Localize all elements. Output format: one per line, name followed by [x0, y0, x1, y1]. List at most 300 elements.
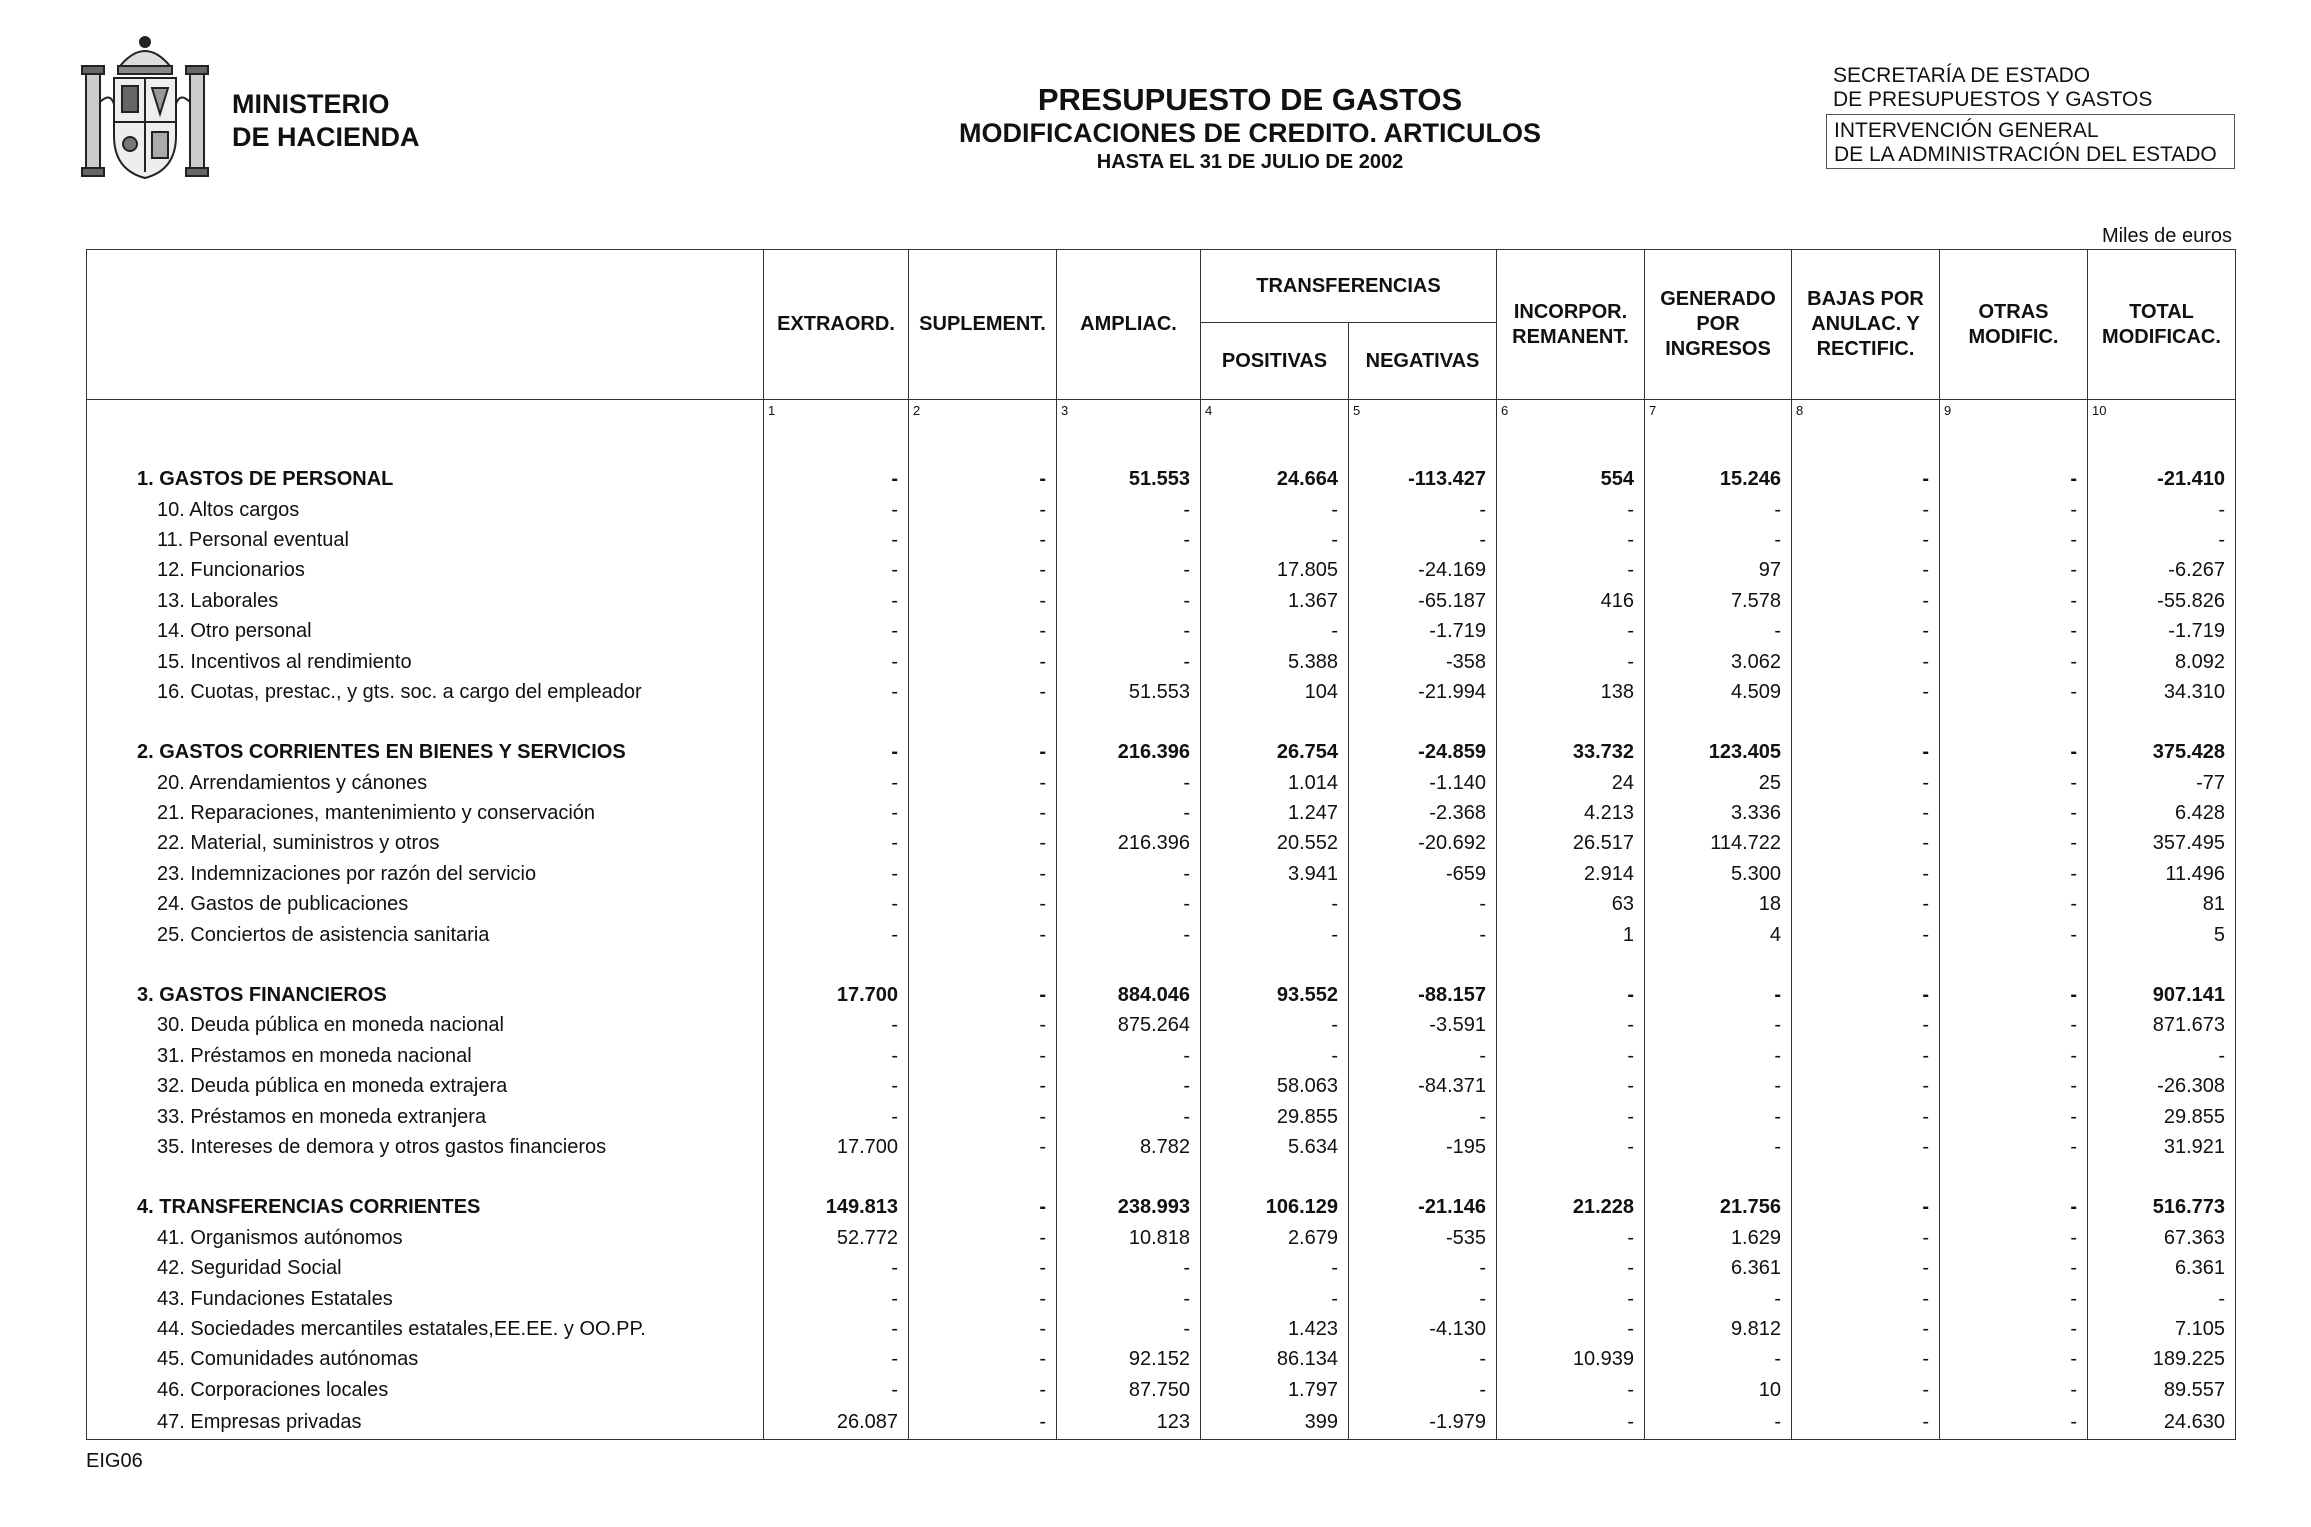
item-value: -: [1645, 1041, 1792, 1071]
item-value: -: [1349, 919, 1497, 949]
item-value: -: [1057, 889, 1201, 919]
item-value: -21.994: [1349, 677, 1497, 707]
header-incorpor: INCORPOR. REMANENT.: [1497, 250, 1645, 400]
spacer-cell: [1645, 1162, 1792, 1192]
item-value: 87.750: [1057, 1375, 1201, 1405]
units-label: Miles de euros: [2101, 225, 2232, 247]
report-date: HASTA EL 31 DE JULIO DE 2002: [1096, 151, 1404, 173]
group-value: 216.396: [1057, 737, 1201, 767]
item-value: 8.782: [1057, 1132, 1201, 1162]
item-value: -: [1940, 1071, 2088, 1101]
group-row: [87, 1192, 2236, 1222]
column-number: 10: [2088, 400, 2236, 435]
item-value: -: [1497, 1283, 1645, 1313]
item-value: -: [1792, 768, 1940, 798]
group-value: 33.732: [1497, 737, 1645, 767]
spacer-row: [87, 950, 2236, 980]
item-value: -: [1792, 1041, 1940, 1071]
spacer-cell: [1057, 950, 1201, 980]
group-value: -: [909, 980, 1057, 1010]
group-value: -: [1497, 980, 1645, 1010]
item-value: -: [1057, 525, 1201, 555]
item-value: -: [1940, 525, 2088, 555]
item-value: -: [1792, 828, 1940, 858]
item-value: -: [1940, 1132, 2088, 1162]
item-row: [87, 1071, 2236, 1101]
item-value: 31.921: [2088, 1132, 2236, 1162]
header-extraord: EXTRAORD.: [764, 250, 909, 400]
item-value: -: [1792, 1223, 1940, 1253]
item-value: -: [1940, 919, 2088, 949]
item-value: 18: [1645, 889, 1792, 919]
item-value: -: [1349, 1283, 1497, 1313]
item-value: 24: [1497, 768, 1645, 798]
item-value: 17.805: [1201, 555, 1349, 585]
item-value: -: [1349, 1041, 1497, 1071]
group-row: [87, 464, 2236, 494]
spacer-cell: [1940, 434, 2088, 464]
item-row: [87, 1253, 2236, 1283]
group-value: 907.141: [2088, 980, 2236, 1010]
item-value: -: [1940, 1041, 2088, 1071]
item-value: -: [1057, 586, 1201, 616]
item-value: 104: [1201, 677, 1349, 707]
item-value: -: [1057, 1253, 1201, 1283]
item-value: -: [1201, 919, 1349, 949]
item-value: -: [1057, 768, 1201, 798]
item-value: -: [1201, 1253, 1349, 1283]
report-title-block: [760, 82, 1740, 176]
item-value: 67.363: [2088, 1223, 2236, 1253]
item-value: 97: [1645, 555, 1792, 585]
item-value: -: [1497, 1375, 1645, 1405]
item-value: -: [1940, 1101, 2088, 1131]
group-row: [87, 737, 2236, 767]
item-value: -: [1792, 616, 1940, 646]
group-value: 93.552: [1201, 980, 1349, 1010]
spacer-cell: [1940, 707, 2088, 737]
item-row: [87, 1375, 2236, 1405]
item-value: -: [2088, 1283, 2236, 1313]
spacer-cell: [87, 950, 764, 980]
item-value: -: [764, 889, 909, 919]
group-value: 884.046: [1057, 980, 1201, 1010]
item-label: 25. Conciertos de asistencia sanitaria: [87, 919, 764, 949]
item-value: -: [2088, 494, 2236, 524]
item-value: -6.267: [2088, 555, 2236, 585]
item-value: -: [909, 798, 1057, 828]
spacer-cell: [1645, 950, 1792, 980]
item-value: -: [1645, 1344, 1792, 1374]
item-label: 15. Incentivos al rendimiento: [87, 646, 764, 676]
item-value: -: [1057, 1041, 1201, 1071]
item-value: 399: [1201, 1405, 1349, 1440]
group-value: 149.813: [764, 1192, 909, 1222]
group-value: -: [1792, 464, 1940, 494]
item-value: -: [1792, 798, 1940, 828]
group-value: -: [1940, 980, 2088, 1010]
item-label: 35. Intereses de demora y otros gastos financieros: [87, 1132, 764, 1162]
item-value: 24.630: [2088, 1405, 2236, 1440]
group-value: -21.410: [2088, 464, 2236, 494]
spacer-cell: [87, 707, 764, 737]
item-value: 26.517: [1497, 828, 1645, 858]
item-value: -: [1497, 1253, 1645, 1283]
item-value: -: [1349, 494, 1497, 524]
item-value: -: [1940, 1283, 2088, 1313]
group-value: -: [909, 1192, 1057, 1222]
item-row: [87, 1010, 2236, 1040]
item-value: -55.826: [2088, 586, 2236, 616]
item-label: 46. Corporaciones locales: [87, 1375, 764, 1405]
item-row: [87, 1405, 2236, 1440]
item-value: -: [909, 1223, 1057, 1253]
item-row: [87, 1283, 2236, 1313]
item-value: -: [1201, 1041, 1349, 1071]
item-value: -: [1057, 1071, 1201, 1101]
item-row: [87, 646, 2236, 676]
item-value: -: [1497, 1101, 1645, 1131]
item-value: -: [909, 1071, 1057, 1101]
item-value: 138: [1497, 677, 1645, 707]
item-value: 7.105: [2088, 1314, 2236, 1344]
item-row: [87, 677, 2236, 707]
item-value: -: [1497, 555, 1645, 585]
spacer-cell: [87, 434, 764, 464]
item-value: 92.152: [1057, 1344, 1201, 1374]
group-value: -113.427: [1349, 464, 1497, 494]
item-value: -: [1201, 889, 1349, 919]
item-value: -: [1497, 1071, 1645, 1101]
item-value: -: [909, 1132, 1057, 1162]
item-value: -: [1201, 1010, 1349, 1040]
item-value: -: [764, 525, 909, 555]
form-code: EIG06: [86, 1450, 143, 1472]
spacer-row: [87, 707, 2236, 737]
item-value: -659: [1349, 859, 1497, 889]
header-total: TOTAL MODIFICAC.: [2088, 250, 2236, 400]
item-row: [87, 1344, 2236, 1374]
spacer-cell: [1645, 434, 1792, 464]
item-value: 4.213: [1497, 798, 1645, 828]
group-value: 375.428: [2088, 737, 2236, 767]
item-value: 1.629: [1645, 1223, 1792, 1253]
item-row: [87, 798, 2236, 828]
item-value: -: [1792, 1253, 1940, 1283]
item-row: [87, 525, 2236, 555]
item-value: -: [1349, 1375, 1497, 1405]
item-value: -: [1792, 1071, 1940, 1101]
item-value: -: [1497, 1132, 1645, 1162]
secretaria-label: SECRETARÍA DE ESTADO DE PRESUPUESTOS Y GASTOS: [1833, 64, 2153, 111]
item-row: [87, 1314, 2236, 1344]
spacer-cell: [1940, 950, 2088, 980]
item-value: -: [2088, 525, 2236, 555]
item-value: 10.818: [1057, 1223, 1201, 1253]
spacer-cell: [1201, 434, 1349, 464]
header-negativas: NEGATIVAS: [1349, 323, 1497, 400]
item-value: 5.634: [1201, 1132, 1349, 1162]
item-value: 26.087: [764, 1405, 909, 1440]
spacer-cell: [909, 707, 1057, 737]
spacer-cell: [909, 434, 1057, 464]
item-row: [87, 828, 2236, 858]
budget-modifications-table: [86, 249, 2236, 1440]
item-value: 29.855: [1201, 1101, 1349, 1131]
item-value: -: [909, 1253, 1057, 1283]
item-value: -: [1940, 1223, 2088, 1253]
item-label: 33. Préstamos en moneda extranjera: [87, 1101, 764, 1131]
item-value: -: [1792, 1010, 1940, 1040]
ministry-name: MINISTERIO DE HACIENDA: [232, 89, 420, 152]
item-value: -: [1940, 677, 2088, 707]
item-label: 42. Seguridad Social: [87, 1253, 764, 1283]
item-value: -: [1645, 1405, 1792, 1440]
item-label: 41. Organismos autónomos: [87, 1223, 764, 1253]
item-value: -: [764, 677, 909, 707]
item-value: -: [1940, 798, 2088, 828]
header-transferencias: TRANSFERENCIAS: [1201, 250, 1497, 323]
item-value: -: [1201, 1283, 1349, 1313]
item-value: -: [1792, 1132, 1940, 1162]
spacer-cell: [1792, 707, 1940, 737]
table-body: [87, 400, 2236, 1440]
item-row: [87, 859, 2236, 889]
item-value: -: [1792, 677, 1940, 707]
item-value: -: [909, 1314, 1057, 1344]
group-value: 106.129: [1201, 1192, 1349, 1222]
item-value: -: [764, 1375, 909, 1405]
item-value: -: [1349, 889, 1497, 919]
spacer-cell: [1201, 1162, 1349, 1192]
item-value: -: [909, 616, 1057, 646]
item-value: -: [1201, 494, 1349, 524]
group-value: 51.553: [1057, 464, 1201, 494]
item-value: -: [1497, 1314, 1645, 1344]
item-value: 11.496: [2088, 859, 2236, 889]
item-value: 51.553: [1057, 677, 1201, 707]
item-label: 20. Arrendamientos y cánones: [87, 768, 764, 798]
item-row: [87, 1101, 2236, 1131]
group-value: 17.700: [764, 980, 909, 1010]
item-value: 1.014: [1201, 768, 1349, 798]
item-value: -: [764, 798, 909, 828]
item-value: -24.169: [1349, 555, 1497, 585]
item-value: 4.509: [1645, 677, 1792, 707]
item-value: -: [909, 1405, 1057, 1440]
item-value: 7.578: [1645, 586, 1792, 616]
spacer-cell: [909, 950, 1057, 980]
spacer-cell: [2088, 1162, 2236, 1192]
item-value: 6.361: [1645, 1253, 1792, 1283]
item-row: [87, 1223, 2236, 1253]
item-value: -: [764, 1283, 909, 1313]
item-value: 20.552: [1201, 828, 1349, 858]
group-value: 516.773: [2088, 1192, 2236, 1222]
group-value: -: [1792, 1192, 1940, 1222]
item-value: -: [1057, 1101, 1201, 1131]
spacer-cell: [2088, 707, 2236, 737]
spacer-cell: [1349, 1162, 1497, 1192]
spacer-row: [87, 1162, 2236, 1192]
item-value: -1.719: [2088, 616, 2236, 646]
item-value: 1.423: [1201, 1314, 1349, 1344]
group-value: -21.146: [1349, 1192, 1497, 1222]
item-value: 3.062: [1645, 646, 1792, 676]
spacer-cell: [1057, 1162, 1201, 1192]
item-value: -: [1057, 1283, 1201, 1313]
header-ampliac: AMPLIAC.: [1057, 250, 1201, 400]
item-value: 86.134: [1201, 1344, 1349, 1374]
spacer-cell: [1349, 434, 1497, 464]
item-value: 17.700: [764, 1132, 909, 1162]
item-value: -: [764, 1010, 909, 1040]
group-value: 24.664: [1201, 464, 1349, 494]
spacer-cell: [1792, 434, 1940, 464]
item-value: -: [1940, 1375, 2088, 1405]
item-value: -: [1645, 1283, 1792, 1313]
item-value: -: [1497, 1223, 1645, 1253]
item-value: -: [1792, 859, 1940, 889]
item-label: 30. Deuda pública en moneda nacional: [87, 1010, 764, 1040]
item-value: 357.495: [2088, 828, 2236, 858]
group-value: -: [1645, 980, 1792, 1010]
column-number: 2: [909, 400, 1057, 435]
item-value: -: [1349, 1101, 1497, 1131]
item-value: 10: [1645, 1375, 1792, 1405]
item-label: 21. Reparaciones, mantenimiento y conservación: [87, 798, 764, 828]
spacer-cell: [1201, 950, 1349, 980]
item-label: 24. Gastos de publicaciones: [87, 889, 764, 919]
group-value: -: [1792, 737, 1940, 767]
coat-of-arms-logo: [80, 32, 210, 184]
item-value: 3.941: [1201, 859, 1349, 889]
item-row: [87, 889, 2236, 919]
group-value: -24.859: [1349, 737, 1497, 767]
spacer-cell: [764, 434, 909, 464]
spacer-cell: [2088, 434, 2236, 464]
item-value: -: [1057, 646, 1201, 676]
item-value: 875.264: [1057, 1010, 1201, 1040]
item-value: -: [1940, 889, 2088, 919]
item-value: -: [1645, 525, 1792, 555]
item-label: 45. Comunidades autónomas: [87, 1344, 764, 1374]
spacer-cell: [909, 1162, 1057, 1192]
item-value: -: [764, 828, 909, 858]
item-value: 871.673: [2088, 1010, 2236, 1040]
item-value: -: [1940, 768, 2088, 798]
item-value: -: [909, 828, 1057, 858]
spacer-cell: [764, 707, 909, 737]
item-value: -: [1792, 1314, 1940, 1344]
item-value: -: [1940, 1253, 2088, 1283]
item-value: -535: [1349, 1223, 1497, 1253]
item-value: -: [1201, 616, 1349, 646]
item-value: -: [1057, 1314, 1201, 1344]
report-title: PRESUPUESTO DE GASTOS: [1037, 82, 1463, 117]
item-label: 10. Altos cargos: [87, 494, 764, 524]
spacer-cell: [1349, 707, 1497, 737]
item-value: -: [1792, 1405, 1940, 1440]
item-value: -: [909, 919, 1057, 949]
header-otras: OTRAS MODIFIC.: [1940, 250, 2088, 400]
item-value: -: [909, 586, 1057, 616]
item-row: [87, 1132, 2236, 1162]
item-value: -: [764, 494, 909, 524]
item-value: -: [909, 1344, 1057, 1374]
item-value: 8.092: [2088, 646, 2236, 676]
item-value: -: [1792, 646, 1940, 676]
item-value: -4.130: [1349, 1314, 1497, 1344]
item-value: -: [1497, 646, 1645, 676]
spacer-cell: [1792, 1162, 1940, 1192]
header-concept: [87, 250, 764, 400]
item-value: 9.812: [1645, 1314, 1792, 1344]
spacer-cell: [1792, 950, 1940, 980]
group-value: -: [1940, 1192, 2088, 1222]
item-value: 3.336: [1645, 798, 1792, 828]
item-value: -: [1057, 919, 1201, 949]
item-value: -1.979: [1349, 1405, 1497, 1440]
spacer-cell: [764, 1162, 909, 1192]
item-label: 13. Laborales: [87, 586, 764, 616]
column-number: 1: [764, 400, 909, 435]
item-value: -20.692: [1349, 828, 1497, 858]
item-label: 22. Material, suministros y otros: [87, 828, 764, 858]
item-value: -: [909, 1010, 1057, 1040]
item-value: -: [1349, 525, 1497, 555]
item-value: -: [1497, 1405, 1645, 1440]
item-value: 81: [2088, 889, 2236, 919]
item-row: [87, 919, 2236, 949]
group-label: 4. TRANSFERENCIAS CORRIENTES: [87, 1192, 764, 1222]
item-value: -: [1792, 889, 1940, 919]
item-value: -: [1792, 1344, 1940, 1374]
item-label: 11. Personal eventual: [87, 525, 764, 555]
item-value: -65.187: [1349, 586, 1497, 616]
item-value: 416: [1497, 586, 1645, 616]
item-value: -: [909, 1283, 1057, 1313]
spacer-cell: [1497, 707, 1645, 737]
item-value: -: [1940, 1010, 2088, 1040]
item-value: -: [1497, 525, 1645, 555]
column-number-row: [87, 400, 2236, 435]
item-value: -: [909, 1041, 1057, 1071]
column-number-blank: [87, 400, 764, 435]
item-value: -26.308: [2088, 1071, 2236, 1101]
item-label: 32. Deuda pública en moneda extrajera: [87, 1071, 764, 1101]
item-value: -: [909, 768, 1057, 798]
item-value: -3.591: [1349, 1010, 1497, 1040]
item-value: 5.300: [1645, 859, 1792, 889]
item-value: 2.679: [1201, 1223, 1349, 1253]
spacer-cell: [764, 950, 909, 980]
group-value: 26.754: [1201, 737, 1349, 767]
item-value: -: [1645, 1132, 1792, 1162]
item-value: 123: [1057, 1405, 1201, 1440]
item-value: -: [764, 919, 909, 949]
item-value: -: [1940, 555, 2088, 585]
item-value: -: [1792, 586, 1940, 616]
item-row: [87, 616, 2236, 646]
item-value: -: [1940, 1344, 2088, 1374]
item-value: -: [1940, 859, 2088, 889]
item-value: -: [1349, 1344, 1497, 1374]
spacer-cell: [1057, 707, 1201, 737]
item-value: -77: [2088, 768, 2236, 798]
item-value: -: [1792, 919, 1940, 949]
item-value: 1.797: [1201, 1375, 1349, 1405]
